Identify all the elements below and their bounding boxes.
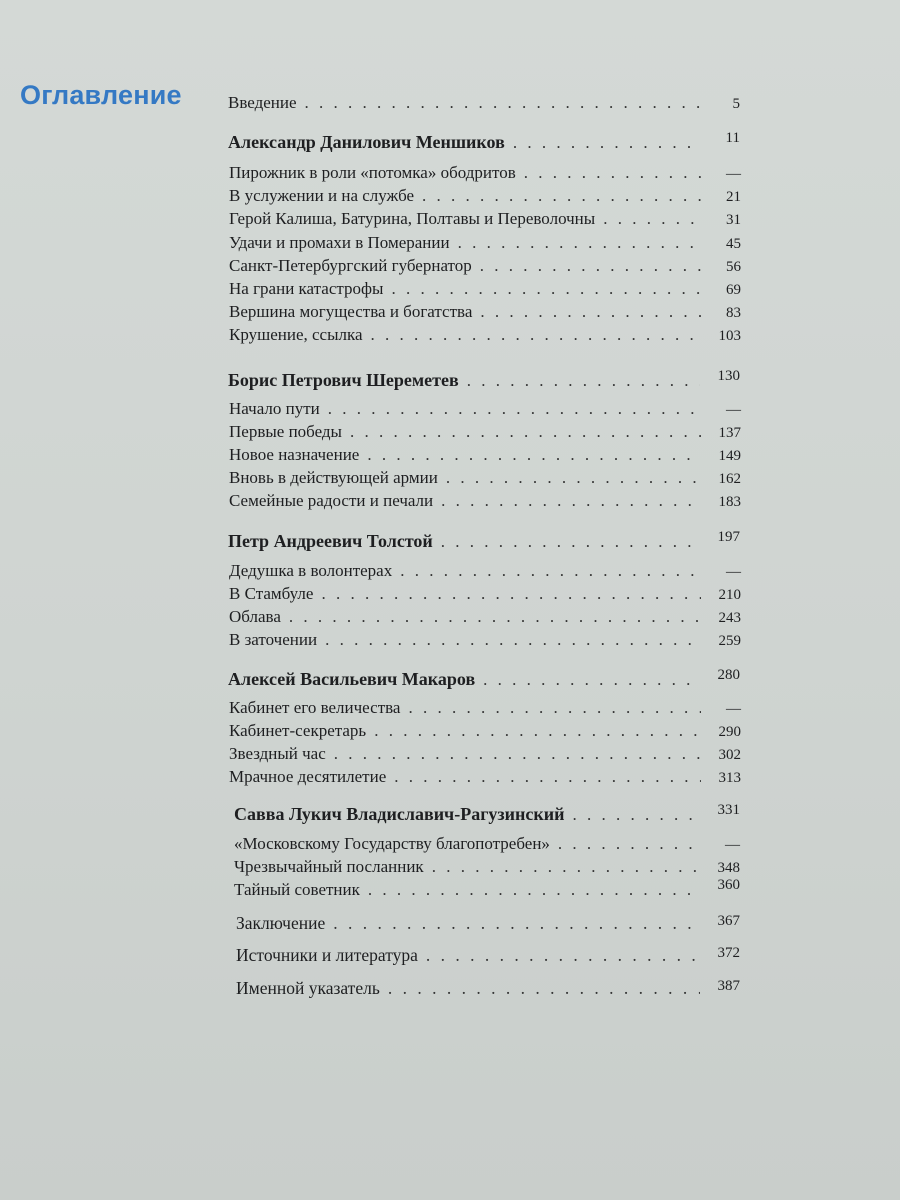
author-title: Александр Данилович Меншиков bbox=[228, 132, 505, 152]
entry-title: Вершина могущества и богатства bbox=[229, 302, 473, 321]
entry-title: Звездный час bbox=[229, 744, 326, 763]
entry-page: — bbox=[726, 701, 741, 717]
entry-page: 69 bbox=[726, 282, 741, 298]
dot-leader bbox=[472, 255, 701, 277]
author-title: Борис Петрович Шереметев bbox=[228, 370, 459, 390]
toc-author-entry bbox=[228, 668, 740, 692]
toc-entry bbox=[229, 421, 741, 444]
toc-entry bbox=[229, 697, 741, 720]
dot-leader bbox=[342, 421, 701, 443]
toc-entry bbox=[236, 944, 740, 968]
entry-title: «Московскому Государству благопотребен» bbox=[234, 834, 550, 853]
entry-title: Введение bbox=[228, 93, 297, 112]
dot-leader bbox=[392, 560, 701, 582]
entry-page: 183 bbox=[718, 494, 741, 510]
toc-entry bbox=[229, 444, 741, 467]
entry-page: 56 bbox=[726, 259, 741, 275]
toc-entry bbox=[229, 766, 741, 789]
entry-title: Тайный советник bbox=[234, 880, 360, 899]
toc-heading: Оглавление bbox=[20, 80, 182, 110]
toc-entry bbox=[229, 301, 741, 324]
dot-leader bbox=[424, 856, 700, 878]
dot-leader bbox=[595, 208, 701, 230]
toc-entry bbox=[234, 833, 740, 856]
toc-author-entry bbox=[228, 530, 740, 554]
entry-title: Облава bbox=[229, 607, 281, 626]
dot-leader bbox=[386, 766, 701, 788]
entry-title: Удачи и промахи в Померании bbox=[229, 233, 450, 252]
entry-page: 331 bbox=[717, 802, 740, 818]
entry-title: Новое назначение bbox=[229, 445, 360, 464]
entry-page: 21 bbox=[726, 189, 741, 205]
entry-page: 11 bbox=[725, 130, 740, 146]
entry-title: Мрачное десятилетие bbox=[229, 767, 387, 786]
entry-title: Именной указатель bbox=[236, 978, 380, 998]
dot-leader bbox=[550, 833, 700, 855]
dot-leader bbox=[472, 301, 701, 323]
toc-entry bbox=[229, 743, 741, 766]
entry-page: 137 bbox=[718, 425, 741, 441]
dot-leader bbox=[418, 944, 700, 966]
toc-entry bbox=[229, 232, 741, 255]
entry-title: В услужении и на службе bbox=[229, 186, 415, 205]
entry-page: 162 bbox=[718, 471, 741, 487]
entry-page: 243 bbox=[718, 610, 741, 626]
dot-leader bbox=[325, 912, 700, 934]
toc-entry bbox=[229, 162, 741, 185]
entry-page: 149 bbox=[718, 448, 741, 464]
entry-page: 372 bbox=[717, 945, 740, 961]
entry-title: Дедушка в волонтерах bbox=[229, 561, 393, 580]
toc-entry bbox=[229, 606, 741, 629]
dot-leader bbox=[281, 606, 701, 628]
entry-page: 103 bbox=[718, 328, 741, 344]
toc-entry bbox=[229, 467, 741, 490]
dot-leader bbox=[564, 804, 700, 826]
toc-entry bbox=[229, 720, 741, 743]
entry-page: 348 bbox=[717, 860, 740, 876]
author-title: Алексей Васильевич Макаров bbox=[228, 669, 476, 689]
toc-author-entry bbox=[234, 803, 740, 827]
entry-title: На грани катастрофы bbox=[229, 279, 384, 298]
toc-entry bbox=[229, 255, 741, 278]
entry-page: 197 bbox=[717, 529, 740, 545]
entry-title: В заточении bbox=[229, 630, 318, 649]
entry-page: 360 bbox=[717, 877, 740, 893]
dot-leader bbox=[383, 278, 701, 300]
toc-entry bbox=[229, 208, 741, 231]
entry-page: 5 bbox=[732, 96, 740, 112]
entry-page: — bbox=[725, 837, 740, 853]
entry-page: 130 bbox=[717, 368, 740, 384]
dot-leader bbox=[433, 490, 701, 512]
toc-entry bbox=[229, 583, 741, 606]
entry-title: В Стамбуле bbox=[229, 584, 314, 603]
dot-leader bbox=[450, 232, 701, 254]
entry-title: Крушение, ссылка bbox=[229, 325, 363, 344]
entry-title: Кабинет-секретарь bbox=[229, 721, 367, 740]
entry-page: 290 bbox=[718, 724, 741, 740]
entry-page: 313 bbox=[718, 770, 741, 786]
dot-leader bbox=[400, 697, 701, 719]
dot-leader bbox=[516, 162, 701, 184]
entry-title: Чрезвычайный посланник bbox=[234, 857, 424, 876]
entry-page: 302 bbox=[718, 747, 741, 763]
dot-leader bbox=[475, 669, 700, 691]
toc-entry bbox=[229, 185, 741, 208]
dot-leader bbox=[505, 132, 700, 154]
dot-leader bbox=[326, 743, 701, 765]
entry-page: — bbox=[726, 564, 741, 580]
entry-title: Вновь в действующей армии bbox=[229, 468, 438, 487]
toc-entry bbox=[229, 560, 741, 583]
entry-page: 210 bbox=[718, 587, 741, 603]
toc-entry bbox=[236, 977, 740, 1001]
dot-leader bbox=[320, 398, 701, 420]
toc-entry bbox=[229, 324, 741, 347]
entry-page: 387 bbox=[717, 978, 740, 994]
toc-entry bbox=[236, 912, 740, 936]
entry-page: 31 bbox=[726, 212, 741, 228]
entry-page: — bbox=[726, 402, 741, 418]
dot-leader bbox=[297, 92, 700, 114]
dot-leader bbox=[459, 370, 700, 392]
toc-entry bbox=[229, 278, 741, 301]
entry-page: 83 bbox=[726, 305, 741, 321]
entry-page: 259 bbox=[718, 633, 741, 649]
dot-leader bbox=[363, 324, 701, 346]
entry-title: Начало пути bbox=[229, 399, 320, 418]
entry-title: Семейные радости и печали bbox=[229, 491, 434, 510]
toc-entry bbox=[234, 879, 740, 902]
entry-title: Кабинет его величества bbox=[229, 698, 401, 717]
dot-leader bbox=[360, 879, 700, 901]
entry-page: — bbox=[726, 166, 741, 182]
toc-author-entry bbox=[228, 131, 740, 155]
dot-leader bbox=[438, 467, 701, 489]
dot-leader bbox=[317, 629, 701, 651]
entry-title: Пирожник в роли «потомка» ободритов bbox=[229, 163, 516, 182]
dot-leader bbox=[380, 977, 700, 999]
author-title: Петр Андреевич Толстой bbox=[228, 531, 433, 551]
dot-leader bbox=[313, 583, 701, 605]
toc-entry bbox=[229, 490, 741, 513]
entry-page: 280 bbox=[717, 667, 740, 683]
author-title: Савва Лукич Владиславич-Рагузинский bbox=[234, 804, 565, 824]
toc-entry bbox=[234, 856, 740, 879]
entry-title: Санкт-Петербургский губернатор bbox=[229, 256, 472, 275]
entry-title: Источники и литература bbox=[236, 945, 418, 965]
entry-title: Заключение bbox=[236, 913, 326, 933]
toc-entry bbox=[228, 92, 740, 115]
dot-leader bbox=[366, 720, 701, 742]
entry-page: 367 bbox=[717, 913, 740, 929]
dot-leader bbox=[359, 444, 701, 466]
entry-page: 45 bbox=[726, 236, 741, 252]
dot-leader bbox=[433, 531, 700, 553]
toc-entry bbox=[229, 629, 741, 652]
toc-author-entry bbox=[228, 369, 740, 393]
dot-leader bbox=[414, 185, 701, 207]
entry-title: Первые победы bbox=[229, 422, 342, 441]
entry-title: Герой Калиша, Батурина, Полтавы и Переволочны bbox=[229, 209, 596, 228]
toc-entry bbox=[229, 398, 741, 421]
